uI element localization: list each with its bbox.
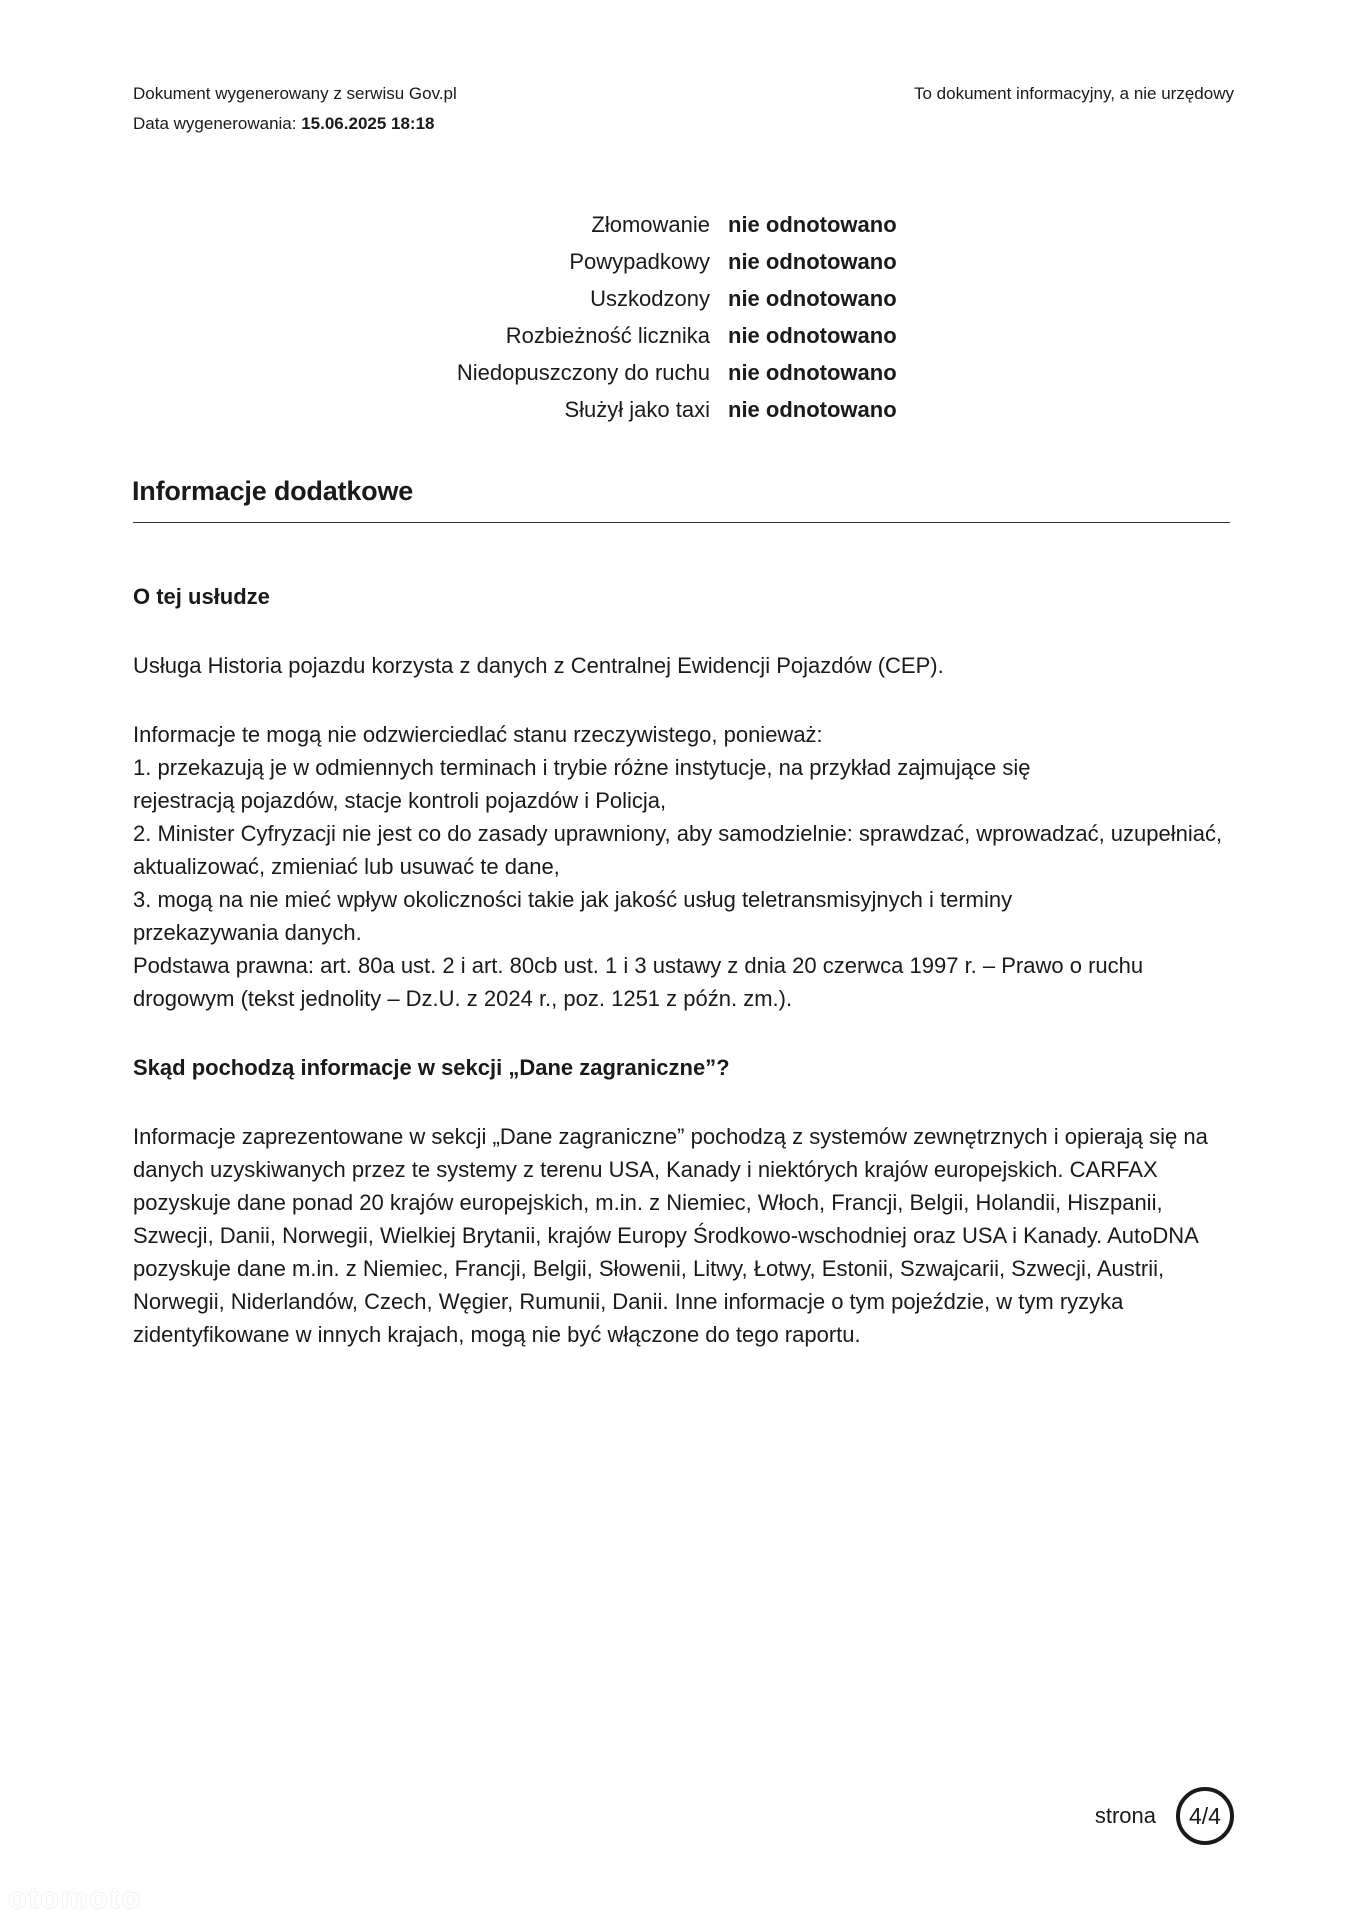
foreign-line: Norwegii, Niderlandów, Czech, Węgier, Rumunii, Danii. Inne informacje o tym pojeździe, w tym ryzyka bbox=[133, 1289, 1124, 1314]
foreign-line: zidentyfikowane w innych krajach, mogą nie być włączone do tego raportu. bbox=[133, 1322, 861, 1347]
foreign-line: pozyskuje dane ponad 20 krajów europejskich, m.in. z Niemiec, Włoch, Francji, Belgii, Holandii, Hiszpanii, bbox=[133, 1190, 1163, 1215]
status-row-odometer bbox=[360, 317, 1020, 354]
page-number-badge: 4/4 bbox=[1176, 1787, 1234, 1845]
header-date-value: 15.06.2025 18:18 bbox=[301, 114, 435, 133]
header-disclaimer: To dokument informacyjny, a nie urzędowy bbox=[913, 84, 1234, 103]
about-line: drogowym (tekst jednolity – Dz.U. z 2024 r., poz. 1251 z późn. zm.). bbox=[133, 986, 793, 1011]
about-line: 3. mogą na nie mieć wpływ okoliczności takie jak jakość usług teletransmisyjnych i terminy bbox=[133, 887, 1013, 912]
status-value: nie odnotowano bbox=[728, 211, 897, 237]
status-row-not-roadworthy bbox=[360, 354, 1020, 391]
about-line: 2. Minister Cyfryzacji nie jest co do zasady uprawniony, aby samodzielnie: sprawdzać, wprowadzać, uzupełniać, bbox=[133, 821, 1223, 846]
header-date-row bbox=[133, 109, 457, 139]
vehicle-status-list bbox=[360, 206, 1020, 428]
status-value: nie odnotowano bbox=[728, 248, 897, 274]
status-row-accident bbox=[360, 243, 1020, 280]
about-line: aktualizować, zmieniać lub usuwać te dane, bbox=[133, 854, 560, 879]
section-divider bbox=[133, 522, 1230, 523]
section-title: Informacje dodatkowe bbox=[132, 476, 414, 506]
foreign-line: pozyskuje dane m.in. z Niemiec, Francji, Belgii, Słowenii, Litwy, Łotwy, Estonii, Szwajcarii, Szwecji, Austrii, bbox=[133, 1256, 1165, 1281]
status-label: Niedopuszczony do ruchu bbox=[456, 359, 710, 385]
about-heading: O tej usłudze bbox=[133, 584, 270, 609]
status-row-scrapped bbox=[360, 206, 1020, 243]
about-line: rejestracją pojazdów, stacje kontroli pojazdów i Policja, bbox=[133, 788, 667, 813]
page-footer bbox=[1095, 1787, 1234, 1845]
status-label: Złomowanie bbox=[591, 211, 710, 237]
status-row-taxi bbox=[360, 391, 1020, 428]
header-source-info bbox=[133, 79, 457, 139]
header-source: Dokument wygenerowany z serwisu Gov.pl bbox=[133, 84, 457, 103]
status-value: nie odnotowano bbox=[728, 359, 897, 385]
status-value: nie odnotowano bbox=[728, 322, 897, 348]
status-label: Uszkodzony bbox=[590, 285, 710, 311]
about-details bbox=[133, 718, 1233, 1015]
about-line: 1. przekazują je w odmiennych terminach i trybie różne instytucje, na przykład zajmujące się bbox=[133, 755, 1031, 780]
about-line: przekazywania danych. bbox=[133, 920, 362, 945]
foreign-line: Szwecji, Danii, Norwegii, Wielkiej Brytanii, krajów Europy Środkowo-wschodniej oraz USA i Kanady. AutoDNA bbox=[133, 1223, 1199, 1248]
foreign-data-heading: Skąd pochodzą informacje w sekcji „Dane zagraniczne”? bbox=[133, 1055, 730, 1080]
foreign-line: danych uzyskiwanych przez te systemy z terenu USA, Kanady i niektórych krajów europejskich. CARFAX bbox=[133, 1157, 1158, 1182]
status-row-damaged bbox=[360, 280, 1020, 317]
status-label: Służył jako taxi bbox=[564, 396, 710, 422]
about-line: Podstawa prawna: art. 80a ust. 2 i art. 80cb ust. 1 i 3 ustawy z dnia 20 czerwca 1997 r. – Prawo o ruchu bbox=[133, 953, 1144, 978]
status-label: Powypadkowy bbox=[569, 248, 710, 274]
status-value: nie odnotowano bbox=[728, 396, 897, 422]
foreign-data-details bbox=[133, 1120, 1233, 1351]
foreign-line: Informacje zaprezentowane w sekcji „Dane zagraniczne” pochodzą z systemów zewnętrznych i opierają się na bbox=[133, 1124, 1208, 1149]
header-date-label: Data wygenerowania: bbox=[133, 114, 297, 133]
about-line: Informacje te mogą nie odzwierciedlać stanu rzeczywistego, ponieważ: bbox=[133, 722, 823, 747]
watermark-logo: otomoto bbox=[8, 1882, 142, 1915]
status-value: nie odnotowano bbox=[728, 285, 897, 311]
status-label: Rozbieżność licznika bbox=[505, 322, 710, 348]
section-content bbox=[133, 580, 1233, 1351]
page-label: strona bbox=[1094, 1803, 1156, 1828]
about-intro: Usługa Historia pojazdu korzysta z danych z Centralnej Ewidencji Pojazdów (CEP). bbox=[133, 653, 944, 678]
